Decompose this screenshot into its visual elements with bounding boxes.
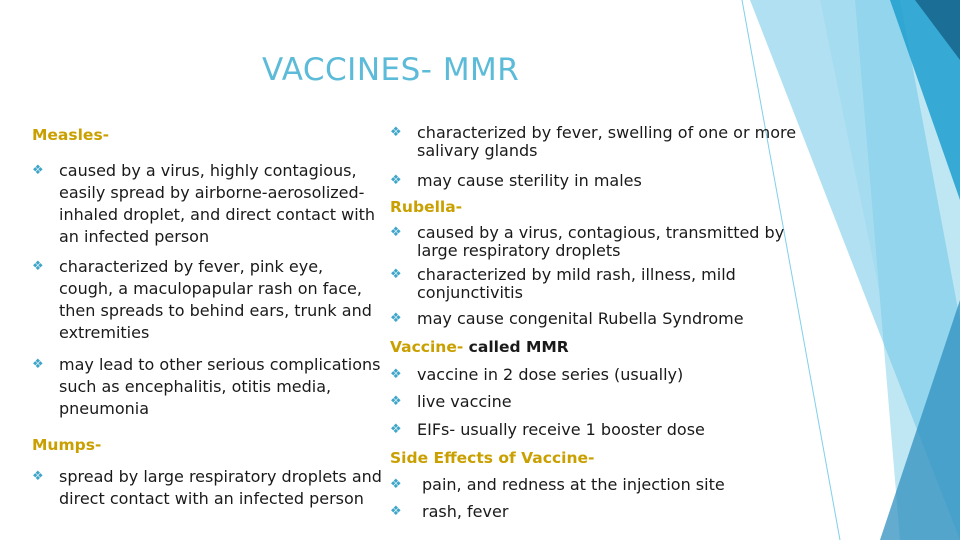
vaccine-heading bbox=[390, 336, 810, 358]
right-column bbox=[390, 124, 810, 523]
vaccine-heading-label: Vaccine- bbox=[390, 338, 464, 356]
vaccine-heading-suffix: called MMR bbox=[463, 338, 569, 356]
left-column bbox=[32, 124, 382, 510]
vaccine-bullet: ❖ EIFs- usually receive 1 booster dose bbox=[390, 420, 705, 439]
measles-bullet: ❖ may lead to other serious complications such as encephalitis, otitis media, pneumonia bbox=[32, 355, 381, 418]
diamond-bullet-icon: ❖ bbox=[390, 125, 402, 140]
measles-heading: Measles- bbox=[32, 126, 110, 144]
diamond-bullet-icon: ❖ bbox=[390, 173, 402, 188]
mumps-bullet: ❖ may cause sterility in males bbox=[390, 171, 642, 190]
diamond-bullet-icon: ❖ bbox=[390, 422, 402, 437]
side-effects-bullet: ❖ rash, fever bbox=[390, 502, 509, 521]
diamond-bullet-icon: ❖ bbox=[32, 163, 44, 178]
diamond-bullet-icon: ❖ bbox=[32, 357, 44, 372]
diamond-bullet-icon: ❖ bbox=[32, 259, 44, 274]
rubella-bullet: ❖ may cause congenital Rubella Syndrome bbox=[390, 309, 744, 328]
mumps-heading: Mumps- bbox=[32, 436, 102, 454]
diamond-bullet-icon: ❖ bbox=[390, 367, 402, 382]
measles-bullet: ❖ caused by a virus, highly contagious, easily spread by airborne-aerosolized-inhaled droplet, and direct contact with an infected person bbox=[32, 161, 376, 246]
side-effects-bullet: ❖ pain, and redness at the injection site bbox=[390, 475, 725, 494]
side-effects-heading: Side Effects of Vaccine- bbox=[390, 449, 595, 467]
vaccine-bullet: ❖ vaccine in 2 dose series (usually) bbox=[390, 365, 684, 384]
rubella-heading: Rubella- bbox=[390, 198, 463, 216]
measles-bullet: ❖ characterized by fever, pink eye, cough, a maculopapular rash on face, then spreads to behind ears, trunk and extremities bbox=[32, 257, 372, 342]
diamond-bullet-icon: ❖ bbox=[390, 225, 402, 240]
diamond-bullet-icon: ❖ bbox=[390, 394, 402, 409]
rubella-bullet: ❖ caused by a virus, contagious, transmitted by large respiratory droplets bbox=[390, 223, 785, 260]
diamond-bullet-icon: ❖ bbox=[390, 477, 402, 492]
rubella-bullet: ❖ characterized by mild rash, illness, mild conjunctivitis bbox=[390, 265, 736, 302]
diamond-bullet-icon: ❖ bbox=[32, 469, 44, 484]
mumps-bullet: ❖ characterized by fever, swelling of one or more salivary glands bbox=[390, 123, 797, 160]
vaccine-bullet: ❖ live vaccine bbox=[390, 392, 512, 411]
slide-title: VACCINES- MMR bbox=[262, 52, 520, 88]
mumps-bullet: ❖ spread by large respiratory droplets and direct contact with an infected person bbox=[32, 467, 382, 508]
diamond-bullet-icon: ❖ bbox=[390, 267, 402, 282]
diamond-bullet-icon: ❖ bbox=[390, 311, 402, 326]
diamond-bullet-icon: ❖ bbox=[390, 504, 402, 519]
